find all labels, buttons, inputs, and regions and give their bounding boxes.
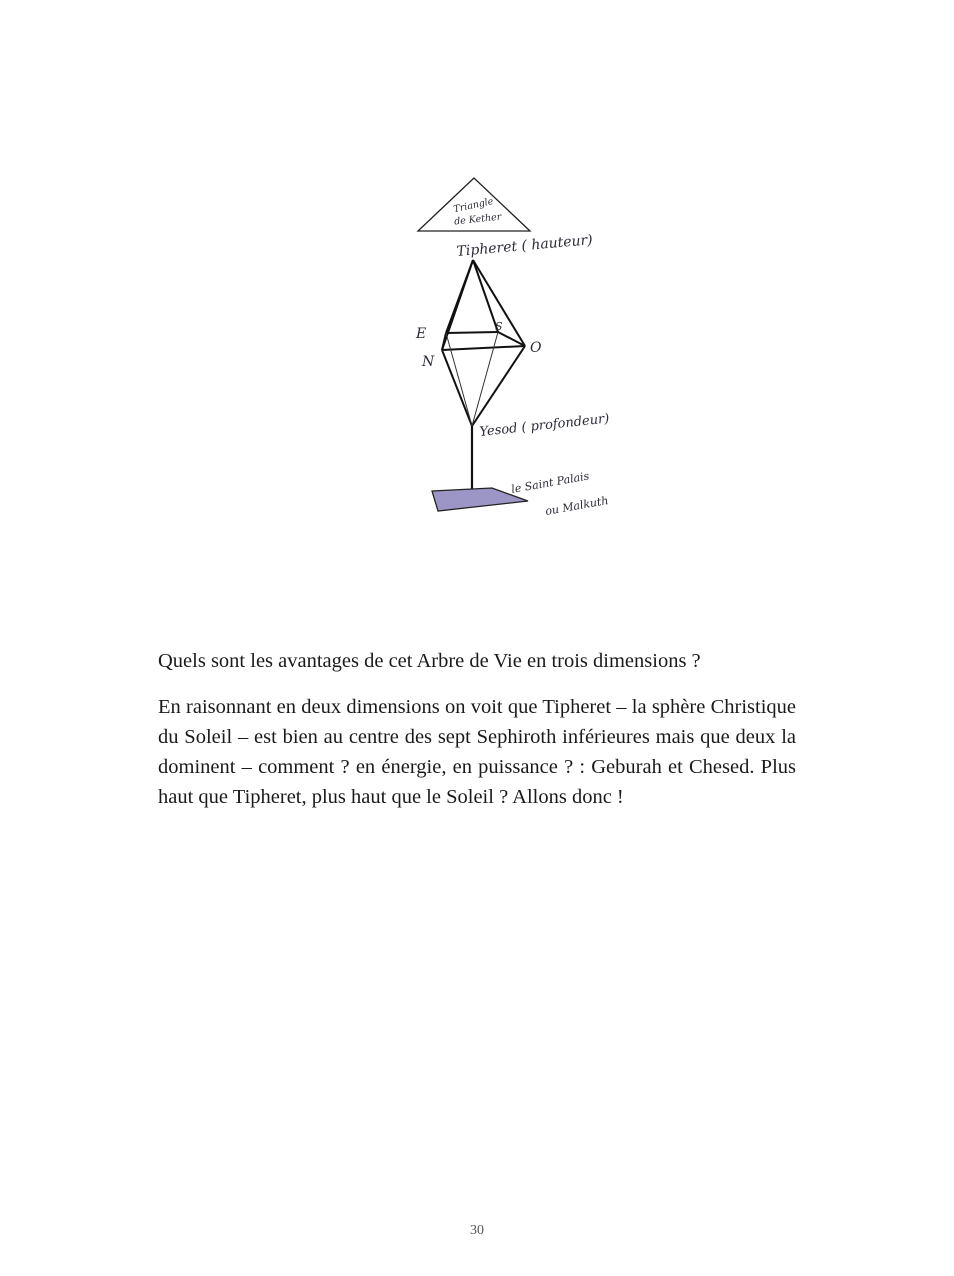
triangle-label-line2: de Kether <box>453 211 502 228</box>
west-label: O <box>530 340 542 356</box>
octahedron <box>442 260 525 426</box>
tree-of-life-3d-sketch <box>400 168 650 528</box>
malkuth-label-line2: ou Malkuth <box>544 494 610 518</box>
north-label: N <box>422 354 435 370</box>
east-label: E <box>416 326 427 342</box>
tipheret-label: Tipheret ( hauteur) <box>455 232 594 260</box>
south-label: S <box>495 320 503 333</box>
body-paragraph: En raisonnant en deux dimensions on voit que Tipheret – la sphère Christique du Soleil – est bien au centre des sept Sephiroth inférieures mais que deux la dominent – comment ? en énergie, en puissance ? : Geburah et Chesed. Plus haut que Tipheret, plus haut que le Soleil ? Allons donc ! <box>158 696 796 808</box>
triangle-label-line1: Triangle <box>452 195 495 216</box>
page-number: 30 <box>470 1223 484 1238</box>
yesod-label: Yesod ( profondeur) <box>478 411 611 440</box>
question-text: Quels sont les avantages de cet Arbre de Vie en trois dimensions ? <box>158 650 701 672</box>
sketch-drawing <box>400 168 650 528</box>
malkuth-label-line1: le Saint Palais <box>510 469 591 496</box>
